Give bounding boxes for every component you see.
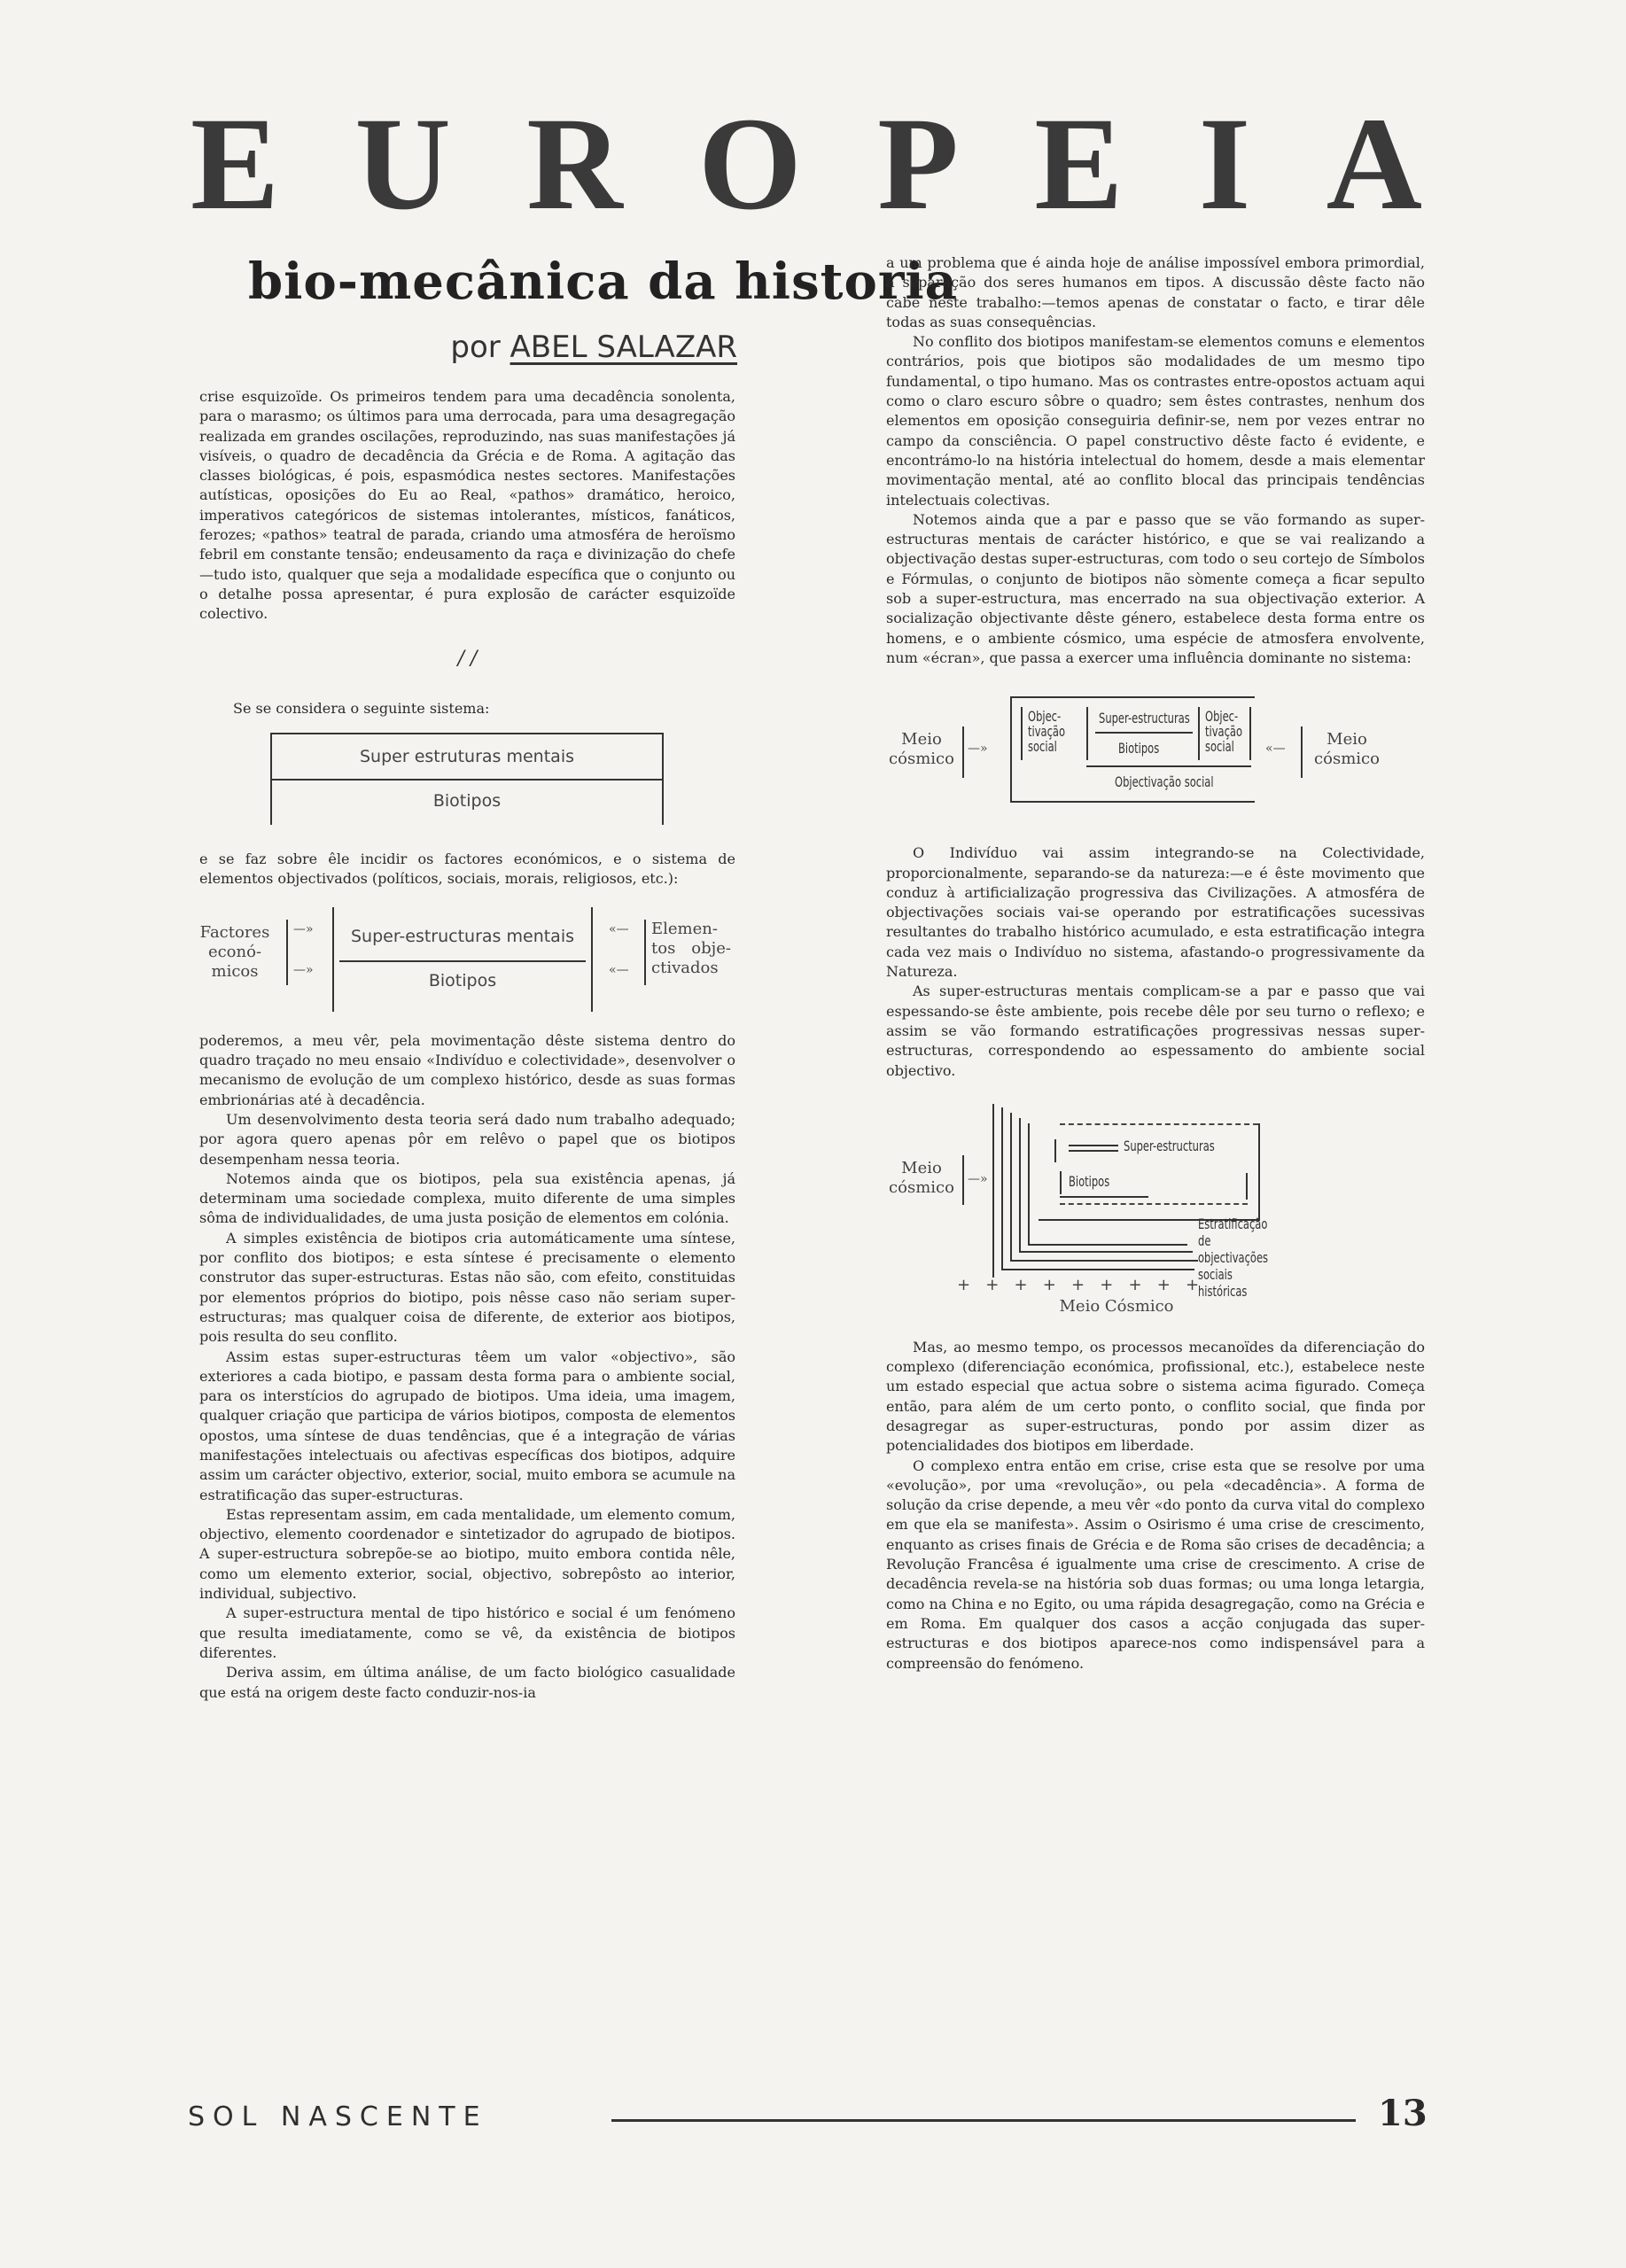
paragraph: e se faz sobre êle incidir os factores económicos, e o sistema de elementos objectivados (políticos, sociais, morais, religiosos, etc.): bbox=[199, 850, 735, 888]
arrow-in-icon: —» bbox=[293, 962, 314, 977]
right-column bbox=[886, 253, 1425, 1674]
arrow-out-icon: «— bbox=[1265, 742, 1286, 757]
arrow-in-icon: —» bbox=[293, 921, 314, 936]
diagram-label-cosmic-environment: Meio cósmico bbox=[1314, 730, 1380, 769]
masthead-letter: A bbox=[1326, 90, 1422, 237]
diagram-label-cosmic-environment: Meio cósmico bbox=[889, 1158, 954, 1197]
diagram-label-stratification: Estratificação de objectivações sociais históricas bbox=[1198, 1215, 1269, 1300]
paragraph: Assim estas super-estructuras têem um valor «objectivo», são exteriores a cada biotipo, e passam desta forma para o ambiente social, para os interstícios do agrupado de biotipos. Uma ideia, uma imagem, qualquer criação que participa de vários biotipos, composta de elementos opostos, uma síntese de duas tendências, que é a integração de várias manifestações intelectuais ou afectivas específicas dos biotipos, adquire assim um carácter objectivo, exterior, social, muito embora se acumule na estratificação das super-estructuras. bbox=[199, 1348, 735, 1503]
paragraph: O Indivíduo vai assim integrando-se na Colectividade, proporcionalmente, separando-se da natureza:—e é êste movimento que conduz à artificialização progressiva das Civilizações. A atmosféra de objectivações sociais vai-se operando por estratificações sucessivas resultantes do trabalho histórico acumulado, e esta estratificação integra cada vez mais o Indivíduo no sistema, afastando-o progressivamente da Natureza. bbox=[886, 844, 1425, 981]
left-column bbox=[199, 387, 735, 1703]
diagram-system bbox=[270, 733, 664, 825]
masthead bbox=[191, 90, 1422, 237]
paragraph: Um desenvolvimento desta teoria será dado num trabalho adequado; por agora quero apenas pôr em relêvo o papel que os biotipos desempenham nessa teoria. bbox=[199, 1110, 735, 1168]
masthead-letter: P bbox=[877, 90, 959, 237]
paragraph: Deriva assim, em última análise, de um facto biológico casualidade que está na origem deste facto conduzir-nos-ia bbox=[199, 1664, 735, 1701]
diagram-label-objectified-elements: Elemen- tos obje- ctivados bbox=[651, 919, 731, 977]
diagram-box bbox=[332, 907, 593, 1012]
masthead-letter: O bbox=[698, 90, 802, 237]
page-number: 13 bbox=[1378, 2093, 1428, 2134]
footer-rule bbox=[611, 2119, 1356, 2122]
diagram-label-economic-factors: Factores econó- micos bbox=[199, 922, 270, 981]
paragraph: A super-estructura mental de tipo histórico e social é um fenómeno que resulta imediatamente, como se vê, da existência de biotipos diferentes. bbox=[199, 1604, 735, 1661]
diagram-label-cosmic-environment: Meio cósmico bbox=[889, 730, 954, 769]
masthead-letter: I bbox=[1198, 90, 1251, 237]
paragraph: Notemos ainda que a par e passo que se vão formando as super-estructuras mentais de carácter histórico, e que se vai realizando a objectivação destas super-estructuras, com todo o seu cortejo de Símbolos e Fórmulas, o conjunto de biotipos não sòmente começa a ficar sepulto sob a super-estructura, mas encerrado na sua objectivação exterior. A socialização objectivante dêste género, estabelece desta forma entre os homens, e o ambiente cósmico, uma espécie de atmosfera envolvente, num «écran», que passa a exercer uma influência dominante no sistema: bbox=[886, 510, 1425, 666]
magazine-name: SOL NASCENTE bbox=[188, 2101, 488, 2132]
diagram-label-superstructures: Super-estructuras mentais bbox=[350, 926, 575, 946]
paragraph: Se se considera o seguinte sistema: bbox=[233, 699, 490, 717]
paragraph: poderemos, a meu vêr, pela movimentação dêste sistema dentro do quadro traçado no meu ensaio «Indivíduo e colectividade», desenvolver o mecanismo de evolução de um complexo histórico, desde as suas formas embrionárias até à decadência. bbox=[199, 1031, 735, 1108]
diagram-label-objectivation-right: Objec- tivação social bbox=[1205, 708, 1243, 756]
diagram-label-objectivation-left: Objec- tivação social bbox=[1028, 708, 1066, 756]
paragraph: A simples existência de biotipos cria automáticamente uma síntese, por conflito dos biotipos; e esta síntese é precisamente o elemento construtor das super-estructuras. Estas não são, com efeito, constituidas por elementos próprios do biotipo, pois nêsse caso não seriam super-estructuras; mas qualquer coisa de diferente, de exterior aos biotipos, pois resulta do seu conflito. bbox=[199, 1229, 735, 1346]
diagram-label-social-objectivation: Objectivação social bbox=[1115, 773, 1214, 791]
diagram-label-biotypes: Biotipos bbox=[1069, 1172, 1110, 1190]
arrow-in-icon: —» bbox=[968, 742, 988, 757]
paragraph: crise esquizoïde. Os primeiros tendem para uma decadência sonolenta, para o marasmo; os últimos para uma derrocada, para uma desagregação realizada em grandes oscilações, reproduzindo, nas suas manifestações já visíveis, o quadro de decadência da Grécia e de Roma. A agitação das classes biológicas, é pois, espasmódica nestes sectores. Manifestações autísticas, oposições do Eu ao Real, «pathos» dramático, heroico, imperativos categóricos de sistemas intolerantes, místicos, fanáticos, ferozes; «pathos» teatral de parada, criando uma atmosféra de heroïsmo febril em constante tensão; endeusamento da raça e divinização do chefe—tudo isto, qualquer que seja a modalidade específica que o conjunto ou o detalhe possa apresentar, é pura explosão de carácter esquizoïde colectivo. bbox=[199, 388, 735, 623]
diagram-label-cosmic-environment-bottom: Meio Cósmico bbox=[1059, 1296, 1174, 1316]
paragraph: No conflito dos biotipos manifestam-se elementos comuns e elementos contrários, pois que biotipos são modalidades de um mesmo tipo fundamental, o tipo humano. Mas os contrastes entre-opostos actuam aqui como o claro escuro sôbre o quadro; sem êstes contrastes, nenhum dos elementos em oposição conseguiria definir-se, nem por vezes entrar no campo da consciência. O papel constructivo dêste facto é evidente, e encontrámo-lo na história intelectual do homem, desde a mais elementar movimentação mental, até ao conflito blocal das principais tendências intelectuais colectivas. bbox=[886, 333, 1425, 509]
diagram-label-superstructures: Super-estructuras bbox=[1124, 1137, 1215, 1154]
paragraph: Notemos ainda que os biotipos, pela sua existência apenas, já determinam uma sociedade complexa, muito diferente de uma simples sôma de individualidades, de uma justa posição de elementos em colónia. bbox=[199, 1169, 735, 1227]
author-name: ABEL SALAZAR bbox=[510, 330, 737, 365]
byline-prefix: por bbox=[450, 330, 501, 365]
arrow-in-icon: —» bbox=[968, 1171, 988, 1186]
diagram-stratification: Meio cósmico —» Super-estructuras Biotipos Estratificação de objectivações sociais históricas + + + + + + + + + Meio Cósmico bbox=[886, 1104, 1425, 1317]
paragraph: As super-estructuras mentais complicam-se a par e passo que vai espessando-se êste ambiente, pois recebe dêle por seu turno o reflexo; e assim se vão formando estratificações progressivas nessas super-estructuras, correspondendo ao espessamento do ambiente social objectivo. bbox=[886, 983, 1425, 1079]
masthead-letter: R bbox=[526, 90, 623, 237]
paragraph: O complexo entra então em crise, crise esta que se resolve por uma «evolução», por uma «revolução», ou pela «decadência». A forma de solução da crise depende, a meu vêr «do ponto da curva vital do complexo em que ela se manifesta». Assim o Osirismo é uma crise de crescimento, enquanto as crises finais de Grécia e de Roma são crises de decadência; a Revolução Francêsa é igualmente uma crise de crescimento. A crise de decadência revela-se na história sob duas formas; ou uma longa letargia, como na China e no Egito, ou uma rápida desagregação, como na Grécia e em Roma. Em qualquer dos casos a acção conjugada das super-estructuras e dos biotipos aparece-nos como indispensável para a compreensão do fenómeno. bbox=[886, 1456, 1425, 1672]
diagram-economic-factors bbox=[199, 907, 735, 1014]
diagram-label-biotypes: Biotipos bbox=[428, 970, 497, 990]
section-separator: / / bbox=[457, 647, 478, 670]
diagram-label-biotypes: Biotipos bbox=[1118, 740, 1160, 757]
arrow-out-icon: «— bbox=[609, 921, 629, 936]
masthead-letter: E bbox=[191, 90, 280, 237]
diagram-objectivation bbox=[886, 687, 1425, 820]
paragraph: Estas representam assim, em cada mentalidade, um elemento comum, objectivo, elemento coordenador e sintetizador do agrupado de biotipos. A super-estructura sobrepõe-se ao biotipo, muito embora contida nêle, como um elemento exterior, social, objectivo, sobrepôsto ao interior, individual, subjectivo. bbox=[199, 1505, 735, 1603]
arrow-out-icon: «— bbox=[609, 962, 629, 977]
byline bbox=[372, 330, 737, 365]
masthead-letter: U bbox=[354, 90, 451, 237]
article-title: bio-mecânica da historia bbox=[248, 252, 958, 311]
paragraph: a um problema que é ainda hoje de análise impossível embora primordial, a separação dos seres humanos em tipos. A discussão dêste facto não cabe neste trabalho:—temos apenas de constatar o facto, e tirar dêle todas as suas consequências. bbox=[886, 254, 1425, 330]
paragraph: Mas, ao mesmo tempo, os processos mecanoïdes da diferenciação do complexo (diferenciação económica, profissional, etc.), estabelece neste um estado especial que actua sobre o sistema acima figurado. Começa então, para além de um certo ponto, o conflito social, que finda por desagregar as super-estructuras, pondo por assim dizer as potencialidades dos biotipos em liberdade. bbox=[886, 1338, 1425, 1455]
diagram-label-superstructures: Super estruturas mentais bbox=[360, 747, 574, 767]
diagram-label-superstructures: Super-estructuras bbox=[1099, 710, 1190, 727]
masthead-letter: E bbox=[1034, 90, 1124, 237]
diagram-label-biotypes: Biotipos bbox=[432, 791, 502, 812]
